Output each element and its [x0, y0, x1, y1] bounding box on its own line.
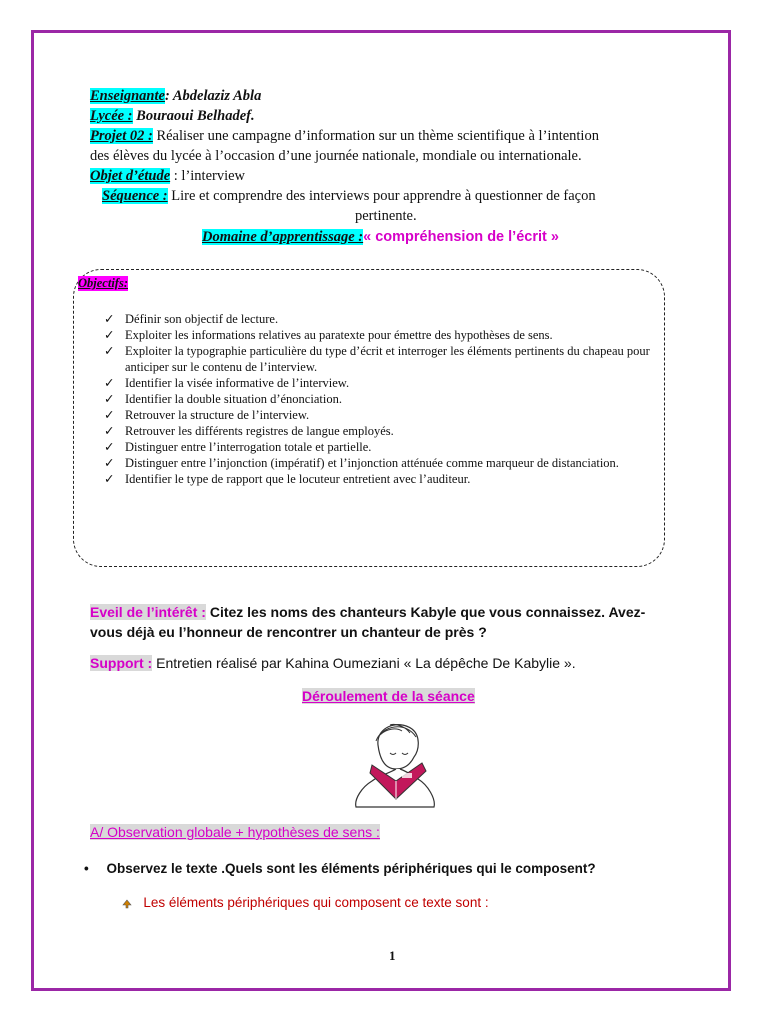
checkmark-icon: ✓ — [104, 456, 115, 470]
checkmark-icon: ✓ — [104, 440, 115, 454]
checkmark-icon: ✓ — [104, 376, 115, 390]
checkmark-icon: ✓ — [104, 408, 115, 422]
objective-item: ✓ Identifier le type de rapport que le locuteur entretient avec l’auditeur. — [104, 472, 471, 486]
answer-text: Les éléments périphériques qui composent ce texte sont : — [143, 895, 489, 910]
eveil-line-1 — [90, 602, 645, 622]
teacher-value: : Abdelaziz Abla — [164, 88, 262, 104]
objective-item: ✓ Retrouver la structure de l’interview. — [104, 408, 310, 422]
sequence-line-1 — [102, 186, 596, 206]
support-value: Entretien réalisé par Kahina Oumeziani « La dépêche De Kabylie ». — [152, 655, 576, 671]
objective-item: ✓ Identifier la double situation d’énonciation. — [104, 392, 342, 406]
objective-item: ✓ Exploiter les informations relatives au paratexte pour émettre des hypothèses de sens. — [104, 328, 553, 342]
objective-item: ✓ Retrouver les différents registres de langue employés. — [104, 424, 394, 438]
study-label: Objet d’étude — [90, 168, 171, 184]
sequence-line-2: pertinente. — [355, 208, 417, 224]
domain-label: Domaine d’apprentissage : — [202, 229, 364, 245]
domain-value: « compréhension de l’écrit » — [363, 229, 559, 245]
school-label: Lycée : — [90, 108, 133, 124]
domain-line — [202, 227, 559, 247]
objectives-list — [104, 311, 664, 487]
project-line-1 — [90, 126, 599, 146]
arrow-bullet-icon — [122, 899, 132, 909]
section-a-title: A/ Observation globale + hypothèses de sens : — [90, 824, 380, 840]
question-text: Observez le texte .Quels sont les éléments périphériques qui le composent? — [106, 861, 596, 876]
objective-item: ✓ Définir son objectif de lecture. — [104, 312, 279, 326]
project-label: Projet 02 : — [90, 128, 153, 144]
answer-line — [122, 893, 489, 913]
question-line — [84, 859, 596, 879]
sequence-text-1: Lire et comprendre des interviews pour apprendre à questionner de façon — [167, 188, 596, 204]
objective-item: ✓ Exploiter la typographie particulière du type d’écrit et interroger les éléments pertinents du chapeau pour anticiper sur le contenu de l’interview. — [104, 344, 650, 374]
project-line-2: des élèves du lycée à l’occasion d’une journée nationale, mondiale ou internationale. — [90, 148, 582, 164]
sequence-label: Séquence : — [102, 188, 168, 204]
study-value: : l’interview — [170, 168, 246, 184]
checkmark-icon: ✓ — [104, 472, 115, 486]
teacher-label: Enseignante — [90, 88, 165, 104]
checkmark-icon: ✓ — [104, 328, 115, 342]
bullet-icon: • — [84, 861, 89, 876]
eveil-line-2: vous déjà eu l’honneur de rencontrer un chanteur de près ? — [90, 624, 487, 640]
page-number: 1 — [389, 948, 396, 963]
objective-item: ✓ Distinguer entre l’injonction (impératif) et l’injonction atténuée comme marqueur de distanciation. — [104, 456, 619, 470]
support-line — [90, 653, 576, 673]
checkmark-icon: ✓ — [104, 424, 115, 438]
objective-item: ✓ Distinguer entre l’interrogation totale et partielle. — [104, 440, 372, 454]
deroulement-title: Déroulement de la séance — [302, 688, 475, 704]
checkmark-icon: ✓ — [104, 344, 115, 358]
eveil-text-1: Citez les noms des chanteurs Kabyle que vous connaissez. Avez- — [205, 604, 646, 620]
objectives-title: Objectifs: — [78, 276, 128, 290]
reading-person-icon — [350, 715, 440, 810]
school-line — [90, 106, 255, 126]
eveil-label: Eveil de l’intérêt : — [90, 604, 206, 620]
objective-item: ✓ Identifier la visée informative de l’interview. — [104, 376, 350, 390]
school-value: Bouraoui Belhadef. — [136, 108, 255, 124]
project-text-1: Réaliser une campagne d’information sur un thème scientifique à l’intention — [152, 128, 599, 144]
teacher-line — [90, 86, 261, 106]
study-line — [90, 166, 245, 186]
checkmark-icon: ✓ — [104, 312, 115, 326]
checkmark-icon: ✓ — [104, 392, 115, 406]
support-label: Support : — [90, 655, 153, 671]
